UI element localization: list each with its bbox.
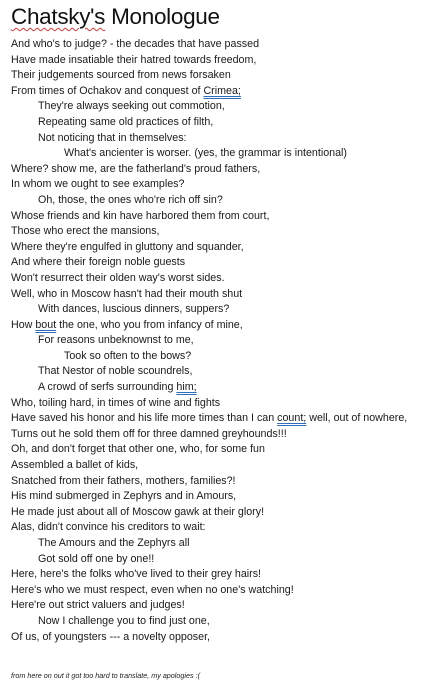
poem-line — [11, 614, 419, 630]
poem-line — [11, 567, 419, 583]
poem-line — [11, 364, 419, 380]
grammar-flagged-word: bout — [35, 318, 57, 331]
poem-line-text: Who, toiling hard, in times of wine and fights — [11, 396, 221, 409]
poem-line-text: Of us, of youngsters --- a novelty opposer, — [11, 630, 211, 643]
poem-line — [11, 458, 419, 474]
poem-line-text: The Amours and the Zephyrs all — [38, 537, 190, 549]
poem-body — [11, 37, 419, 645]
poem-line-text: In whom we ought to see examples? — [11, 178, 185, 191]
document-title — [11, 3, 419, 31]
title-word-spellcheck: Chatsky's — [11, 4, 106, 29]
poem-line — [11, 287, 419, 303]
poem-line-text: Here, here's the folks who've lived to their grey hairs! — [11, 568, 262, 581]
poem-line — [11, 53, 419, 69]
poem-line — [11, 396, 419, 412]
poem-line — [11, 333, 419, 349]
grammar-flagged-word: Crimea; — [203, 84, 241, 97]
poem-line — [11, 442, 419, 458]
poem-line-text: Took so often to the bows? — [64, 349, 192, 362]
poem-line — [11, 255, 419, 271]
poem-line-text: Oh, and don't forget that other one, who, for some fun — [11, 443, 265, 456]
poem-line — [11, 536, 419, 552]
poem-line-text: And who's to judge? - the decades that have passed — [11, 38, 260, 50]
title-word: Monologue — [111, 4, 220, 29]
poem-line — [11, 115, 419, 131]
poem-line — [11, 427, 419, 443]
poem-line-text: Those who erect the mansions, — [11, 225, 160, 238]
poem-line-text-after: well, out of nowhere, — [306, 412, 408, 425]
poem-line-text: Won't resurrect their olden way's worst sides. — [11, 271, 225, 284]
poem-line — [11, 99, 419, 115]
poem-line — [11, 505, 419, 521]
poem-line-text: Not noticing that in themselves: — [38, 131, 187, 144]
poem-line — [11, 349, 419, 365]
grammar-flagged-word: him; — [176, 381, 197, 394]
poem-line — [11, 146, 419, 162]
poem-line — [11, 84, 419, 100]
poem-line-text: A crowd of serfs surrounding — [38, 381, 177, 394]
poem-line — [11, 583, 419, 599]
poem-line — [11, 177, 419, 193]
poem-line — [11, 131, 419, 147]
poem-line-text: Oh, those, the ones who're rich off sin? — [38, 193, 223, 206]
poem-line-text: Turns out he sold them off for three damned greyhounds!!! — [11, 427, 287, 440]
poem-line — [11, 552, 419, 568]
poem-line-text: Got sold off one by one!! — [38, 552, 155, 565]
poem-line — [11, 68, 419, 84]
poem-line — [11, 271, 419, 287]
poem-line — [11, 209, 419, 225]
poem-line-text: Their judgements sourced from news forsaken — [11, 69, 231, 82]
poem-line-text: Whose friends and kin have harbored them from court, — [11, 209, 270, 222]
poem-line-text: What's ancienter is worser. (yes, the grammar is intentional) — [64, 147, 347, 160]
poem-line-text: That Nestor of noble scoundrels, — [38, 365, 193, 378]
poem-line-text: Where? show me, are the fatherland's proud fathers, — [11, 162, 261, 175]
poem-line — [11, 598, 419, 614]
translator-footnote: from here on out it got too hard to translate, my apologies :( — [11, 671, 200, 680]
poem-line-text: Now I challenge you to find just one, — [38, 614, 210, 627]
poem-line — [11, 240, 419, 256]
poem-line-text: From times of Ochakov and conquest of — [11, 84, 204, 97]
poem-line-text: With dances, luscious dinners, suppers? — [38, 303, 230, 316]
poem-line — [11, 630, 419, 646]
poem-line-text: His mind submerged in Zephyrs and in Amours, — [11, 490, 237, 503]
poem-line-text: Here's who we must respect, even when no one's watching! — [11, 583, 294, 596]
poem-line — [11, 520, 419, 536]
poem-line — [11, 224, 419, 240]
poem-line-text-after: the one, who you from infancy of mine, — [56, 318, 243, 331]
poem-line — [11, 318, 419, 334]
poem-line — [11, 380, 419, 396]
poem-line — [11, 302, 419, 318]
poem-line-text: Where they're engulfed in gluttony and squander, — [11, 240, 244, 253]
poem-line — [11, 162, 419, 178]
poem-line-text: Well, who in Moscow hasn't had their mouth shut — [11, 287, 243, 300]
poem-line-text: They're always seeking out commotion, — [38, 100, 225, 113]
poem-line-text: Have made insatiable their hatred towards freedom, — [11, 53, 257, 66]
poem-line-text: And where their foreign noble guests — [11, 256, 186, 269]
poem-line-text: Snatched from their fathers, mothers, families?! — [11, 474, 236, 487]
poem-line — [11, 411, 419, 427]
poem-line-text: Have saved his honor and his life more times than I can — [11, 412, 278, 425]
grammar-flagged-word: count; — [277, 412, 307, 425]
poem-line-text: Alas, didn't convince his creditors to wait: — [11, 521, 206, 534]
poem-line — [11, 193, 419, 209]
poem-line-text: Repeating same old practices of filth, — [38, 115, 214, 128]
poem-line — [11, 489, 419, 505]
poem-line-text: He made just about all of Moscow gawk at their glory! — [11, 505, 265, 518]
poem-line-text: Here're out strict valuers and judges! — [11, 599, 185, 612]
poem-line-text: For reasons unbeknownst to me, — [38, 334, 194, 347]
poem-line — [11, 474, 419, 490]
poem-line-text: How — [11, 318, 36, 331]
poem-line-text: Assembled a ballet of kids, — [11, 459, 139, 472]
poem-line — [11, 37, 419, 53]
